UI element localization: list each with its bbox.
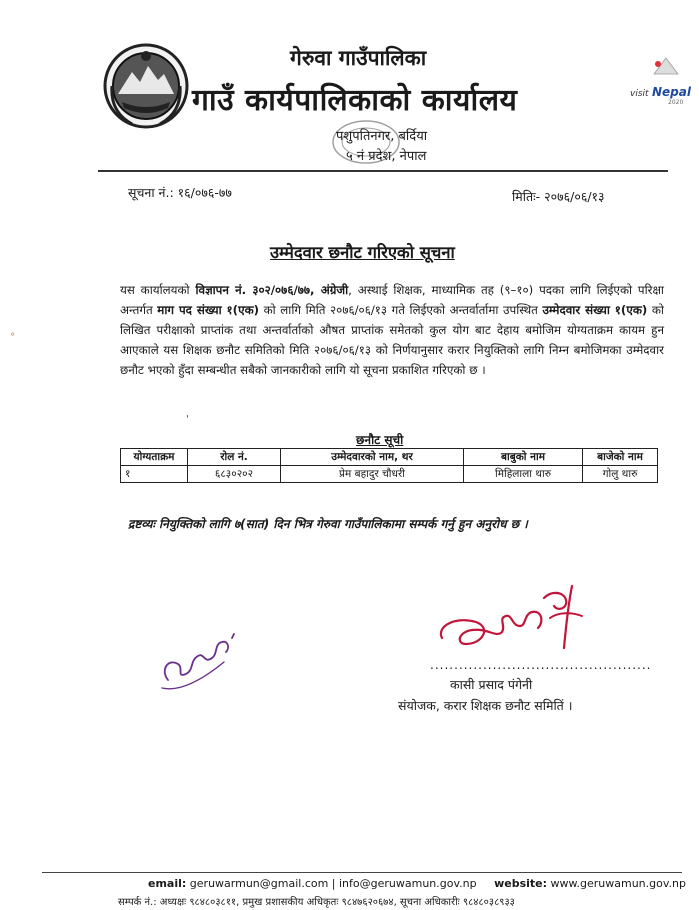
body-part: को लिखित परीक्षाको प्राप्तांक तथा अन्तर्वार्ताको औषत प्राप्तांक समेतको कुल योग बाट देहाय बमोजिम योग्यताक्रम कायम हुन आएकाले यस शिक्षक छनौट समितिको मिति २०७६/०६/१३ को निर्णयानुसार करार नियुक्तिको लागि निम्न बमोजिमका उम्मेदवार छनौट भएको हुँदा सम्बन्धीत सबैको जानकारीको लागि यो सूचना प्रकाशित गरिएको छ । — [120, 303, 664, 377]
table-cell: १ — [121, 466, 188, 483]
shortlist-title: छनौट सूची — [356, 433, 404, 447]
notice-note: द्रष्टव्यः नियुक्तिको लागि ७(सात) दिन भित्र गेरुवा गाउँपालिकामा सम्पर्क गर्नु हुन अनुरोध छ । — [128, 517, 528, 531]
notice-ref-value: १६/०७६-७७ — [177, 185, 232, 200]
notice-body — [120, 280, 664, 380]
website-value: www.geruwamun.gov.np — [550, 877, 686, 890]
svg-text:2020: 2020 — [668, 99, 684, 106]
website-label: website: — [494, 877, 548, 890]
table-cell: मिहिलाला थारु — [464, 466, 583, 483]
table-cell: गोलु थारु — [583, 466, 658, 483]
email-label: email: — [148, 877, 187, 890]
signer-role: संयोजक, करार शिक्षक छनौट समितिं । — [398, 698, 573, 713]
table-cell: ६८३०२०२ — [188, 466, 281, 483]
notice-date — [512, 188, 605, 205]
notice-reference — [128, 184, 232, 201]
email-value: geruwarmun@gmail.com | info@geruwamun.gov.np — [189, 877, 477, 890]
notice-title: उम्मेदवार छनौट गरिएको सूचना — [270, 243, 455, 262]
body-part-bold: उम्मेदवार संख्या १(एक) — [542, 303, 648, 317]
nepal-government-emblem-icon — [102, 42, 190, 130]
signer-name: कासी प्रसाद पंगेनी — [450, 677, 533, 692]
footer-divider — [42, 872, 682, 873]
notice-date-value: २०७६/०६/१३ — [544, 189, 605, 204]
footer-phone-line: सम्पर्क नं.: अध्यक्षः ९८४८०३८११, प्रमुख प्रशासकीय अधिकृतः ९८४७६२०६७४, सूचना अधिकारीः ९८४८०३८९३३ — [118, 897, 515, 908]
office-address-line2: ५ नं प्रदेश, नेपाल — [346, 149, 427, 164]
notice-ref-label: सूचना नं.: — [128, 185, 174, 200]
body-part: को लागि मिति २०७६/०६/१३ गते लिईएको अन्तर्वार्तामा उपस्थित — [259, 303, 543, 317]
header-divider — [98, 170, 668, 172]
coordinator-signature-icon — [432, 582, 602, 654]
signature-line: .............................................. — [430, 658, 652, 672]
municipality-name: गेरुवा गाउँपालिका — [290, 46, 427, 70]
shortlist-table — [120, 448, 658, 483]
table-row — [121, 466, 658, 483]
table-header-cell: बाबुको नाम — [464, 449, 583, 466]
body-part: , अस्थाई शिक्षक, माध्यामिक तह (९–१०) पदका लागि लिईएको परिक्षा अन्तर्गत — [120, 283, 664, 317]
table-header-cell: उम्मेदवारको नाम, थर — [281, 449, 464, 466]
table-cell: प्रेम बहादुर चौधरी — [281, 466, 464, 483]
table-header-cell: योग्यताक्रम — [121, 449, 188, 466]
stray-mark: ' — [186, 414, 189, 425]
margin-mark: ° — [10, 332, 15, 343]
handwritten-initial-icon — [154, 630, 248, 700]
office-name: गाउँ कार्यपालिकाको कार्यालय — [192, 83, 518, 118]
visit-nepal-2020-logo-icon — [628, 54, 694, 106]
footer-contact-web — [148, 877, 686, 890]
table-header-cell: रोल नं. — [188, 449, 281, 466]
body-part: यस कार्यालयको — [120, 283, 196, 297]
notice-date-label: मितिः- — [512, 189, 541, 204]
table-header-row — [121, 449, 658, 466]
svg-text:visit: visit — [630, 89, 649, 99]
office-address-line1: पशुपतिनगर, बर्दिया — [336, 129, 428, 144]
table-header-cell: बाजेको नाम — [583, 449, 658, 466]
svg-text:Nepal: Nepal — [652, 85, 691, 99]
body-part-bold: माग पद संख्या १(एक) — [157, 303, 260, 317]
body-part-bold: विज्ञापन नं. ३०२/०७६/७७, अंग्रेजी — [195, 283, 349, 297]
